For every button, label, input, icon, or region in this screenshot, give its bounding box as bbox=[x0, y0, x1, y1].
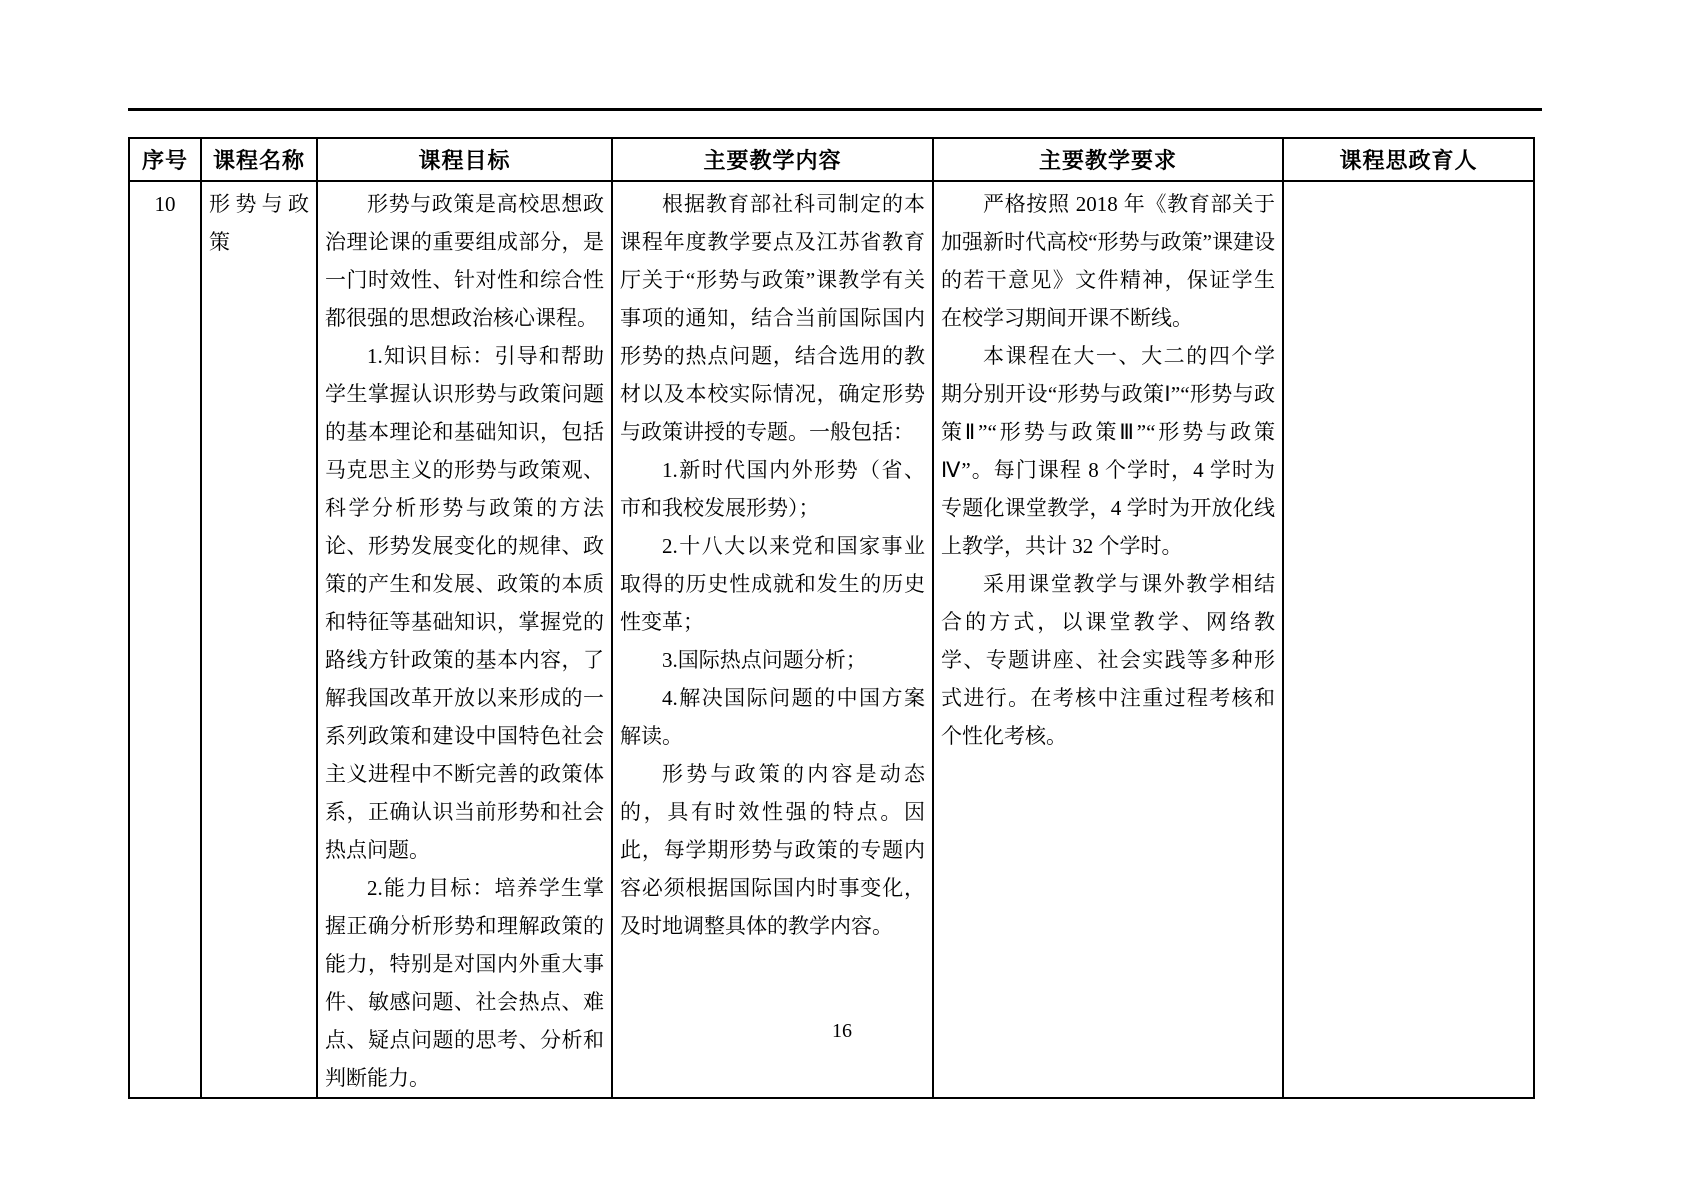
col-header-course-objectives: 课程目标 bbox=[317, 138, 612, 181]
col-header-teaching-content: 主要教学内容 bbox=[612, 138, 933, 181]
cell-ideology-educator bbox=[1283, 181, 1534, 1098]
cell-course-objectives bbox=[317, 181, 612, 1098]
objectives-paragraph: 1.知识目标：引导和帮助学生掌握认识形势与政策问题的基本理论和基础知识，包括马克思主义的形势与政策观、科学分析形势与政策的方法论、形势发展变化的规律、政策的产生和发展、政策的本质和特征等基础知识，掌握党的路线方针政策的基本内容，了解我国改革开放以来形成的一系列政策和建设中国特色社会主义进程中不断完善的政策体系，正确认识当前形势和社会热点问题。 bbox=[325, 344, 604, 862]
content-paragraph: 形势与政策的内容是动态的，具有时效性强的特点。因此，每学期形势与政策的专题内容必须根据国际国内时事变化，及时地调整具体的教学内容。 bbox=[620, 762, 925, 938]
requirements-paragraph: 采用课堂教学与课外教学相结合的方式，以课堂教学、网络教学、专题讲座、社会实践等多种形式进行。在考核中注重过程考核和个性化考核。 bbox=[941, 572, 1275, 748]
content-paragraph: 3.国际热点问题分析； bbox=[662, 648, 867, 672]
table-row bbox=[129, 181, 1534, 1098]
col-header-index: 序号 bbox=[129, 138, 201, 181]
col-header-ideology-educator: 课程思政育人 bbox=[1283, 138, 1534, 181]
col-header-teaching-requirements: 主要教学要求 bbox=[933, 138, 1283, 181]
course-plan-table bbox=[128, 137, 1535, 1099]
content-paragraph: 4.解决国际问题的中国方案解读。 bbox=[620, 686, 925, 748]
page-number: 16 bbox=[832, 1020, 852, 1042]
requirements-paragraph: 严格按照 2018 年《教育部关于加强新时代高校“形势与政策”课建设的若干意见》文件精神，保证学生在校学习期间开课不断线。 bbox=[941, 192, 1275, 330]
col-header-course-name: 课程名称 bbox=[201, 138, 317, 181]
cell-teaching-requirements bbox=[933, 181, 1283, 1098]
cell-course-name bbox=[201, 181, 317, 1098]
requirements-paragraph: 本课程在大一、大二的四个学期分别开设“形势与政策Ⅰ”“形势与政策Ⅱ”“形势与政策Ⅲ”“形势与政策Ⅳ”。每门课程 8 个学时，4 学时为专题化课堂教学，4 学时为开放化线上教学，共计 32 个学时。 bbox=[941, 344, 1275, 558]
objectives-paragraph: 2.能力目标：培养学生掌握正确分析形势和理解政策的能力，特别是对国内外重大事件、敏感问题、社会热点、难点、疑点问题的思考、分析和判断能力。 bbox=[325, 876, 604, 1090]
table-header-row bbox=[129, 138, 1534, 181]
course-name: 形势与政策 bbox=[209, 192, 309, 254]
cell-index bbox=[129, 181, 201, 1098]
content-paragraph: 根据教育部社科司制定的本课程年度教学要点及江苏省教育厅关于“形势与政策”课教学有关事项的通知，结合当前国际国内形势的热点问题，结合选用的教材以及本校实际情况，确定形势与政策讲授的专题。一般包括： bbox=[620, 192, 925, 444]
content-paragraph: 1.新时代国内外形势（省、市和我校发展形势）； bbox=[620, 458, 925, 520]
course-index: 10 bbox=[154, 192, 176, 216]
cell-teaching-content bbox=[612, 181, 933, 1098]
objectives-paragraph: 形势与政策是高校思想政治理论课的重要组成部分，是一门时效性、针对性和综合性都很强的思想政治核心课程。 bbox=[325, 192, 604, 330]
content-paragraph: 2.十八大以来党和国家事业取得的历史性成就和发生的历史性变革； bbox=[620, 534, 925, 634]
page-header-rule bbox=[128, 108, 1542, 111]
